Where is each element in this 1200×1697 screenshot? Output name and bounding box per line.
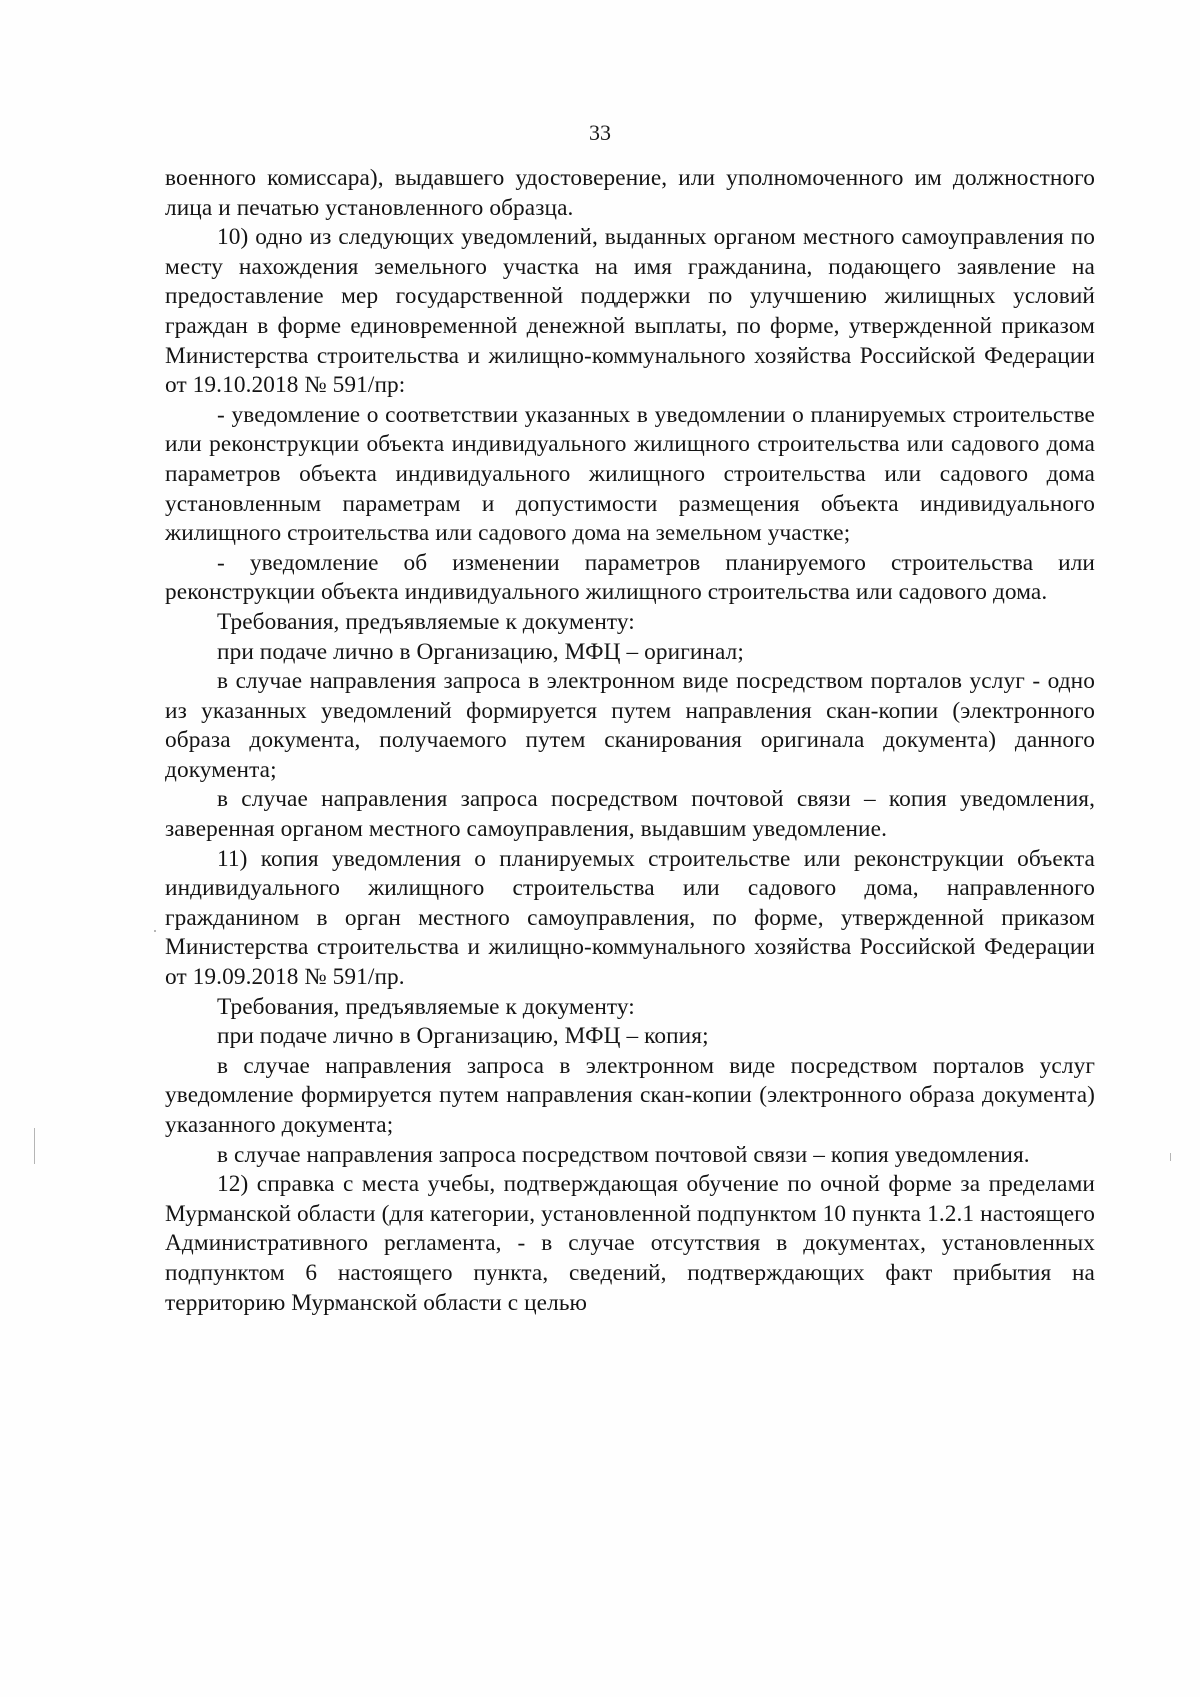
paragraph-item-12: 12) справка с места учебы, подтверждающая обучение по очной форме за пределами Мурманской области (для категории, установленной подпунктом 10 пункта 1.2.1 настоящего Административного регламента, - в случае отсутствия в документах, установленных подпунктом 6 настоящего пункта, сведений, подтверждающих факт прибытия на территорию Мурманской области с целью — [165, 1171, 1095, 1316]
paragraph-notice-change: - уведомление об изменении параметров планируемого строительства или реконструкции объекта индивидуального жилищного строительства или садового дома. — [165, 549, 1095, 606]
scan-artifact-right — [1170, 1153, 1171, 1161]
paragraph-electronic: в случае направления запроса в электронном виде посредством порталов услуг - одно из указанных уведомлений формируется путем направления скан-копии (электронного образа документа, получаемого путем сканирования оригинала документа) данного документа; — [165, 668, 1095, 783]
paragraph-item-11: 11) копия уведомления о планируемых строительстве или реконструкции объекта индивидуального жилищного строительства или садового дома, направленного гражданином в орган местного самоуправления, по форме, утвержденной приказом Министерства строительства и жилищно-коммунального хозяйства Российской Федерации от 19.09.2018 № 591/пр. — [165, 845, 1095, 991]
document-body — [165, 164, 1095, 1318]
paragraph-continuation: военного комиссара), выдавшего удостоверение, или уполномоченного им должностного лица и печатью установленного образца. — [165, 165, 1095, 221]
scan-artifact-left — [34, 1128, 35, 1164]
paragraph-requirements-heading-2: Требования, предъявляемые к документу: — [217, 993, 635, 1020]
paragraph-notice-compliance: - уведомление о соответствии указанных в уведомлении о планируемых строительстве или реконструкции объекта индивидуального жилищного строительства или садового дома параметров объекта индивидуального жилищного строительства или садового дома установленным параметрам и допустимости размещения объекта индивидуального жилищного строительства или садового дома на земельном участке; — [165, 401, 1095, 547]
paragraph-requirements-heading: Требования, предъявляемые к документу: — [217, 608, 635, 635]
page-number: 33 — [589, 120, 611, 145]
scan-artifact-dot — [154, 930, 156, 932]
paragraph-postal: в случае направления запроса посредством почтовой связи – копия уведомления, заверенная органом местного самоуправления, выдавшим уведомление. — [165, 786, 1095, 843]
paragraph-in-person-2: при подаче лично в Организацию, МФЦ – копия; — [217, 1023, 709, 1050]
paragraph-postal-2: в случае направления запроса посредством почтовой связи – копия уведомления. — [217, 1141, 1030, 1168]
paragraph-electronic-2: в случае направления запроса в электронном виде посредством порталов услуг уведомление формируется путем направления скан-копии (электронного образа документа) указанного документа; — [165, 1052, 1095, 1138]
paragraph-item-10: 10) одно из следующих уведомлений, выданных органом местного самоуправления по месту нахождения земельного участка на имя гражданина, подающего заявление на предоставление мер государственной поддержки по улучшению жилищных условий граждан в форме единовременной денежной выплаты, по форме, утвержденной приказом Министерства строительства и жилищно-коммунального хозяйства Российской Федерации от 19.10.2018 № 591/пр: — [165, 224, 1095, 399]
paragraph-in-person: при подаче лично в Организацию, МФЦ – оригинал; — [217, 638, 744, 665]
